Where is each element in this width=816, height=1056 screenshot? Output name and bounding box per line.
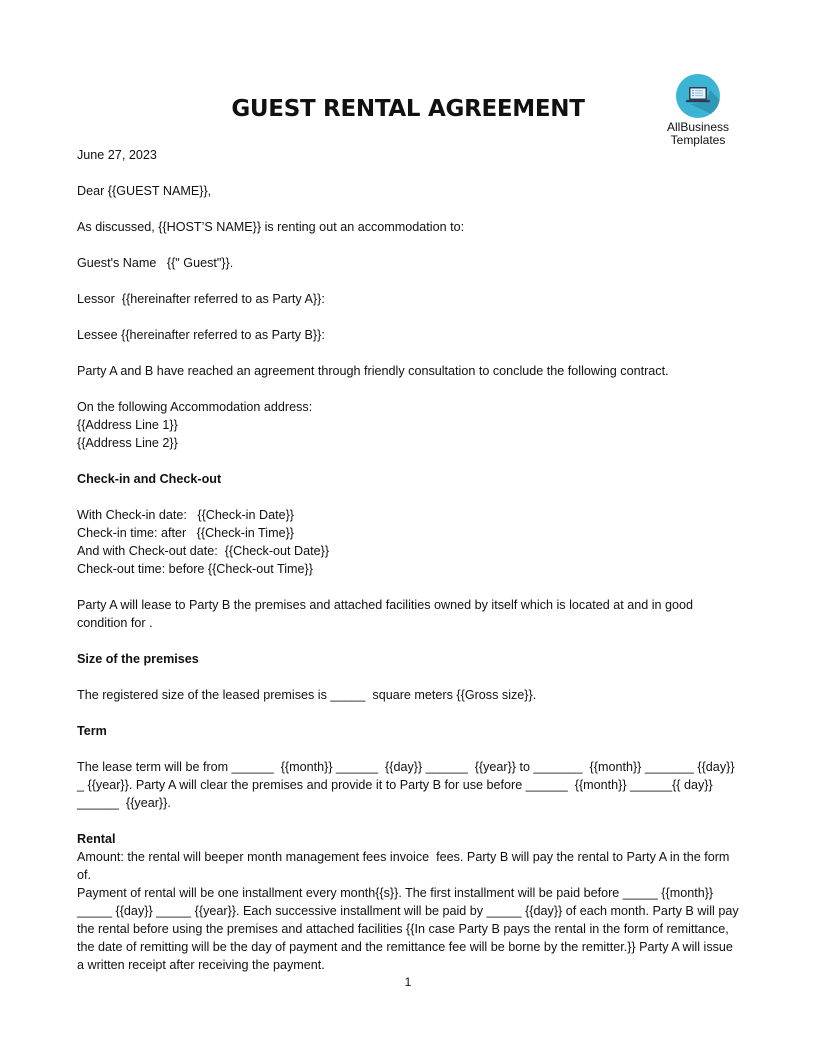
size-heading: Size of the premises — [77, 652, 199, 666]
term-paragraph: The lease term will be from ______ {{month}} ______ {{day}} ______ {{year}} to _______ {{month}} _______ {{day}} _ {{year}}. Party A will clear the premises and provide it to Party B for use before ______ {{month}} ______{{ day}} ______ {{year}}. — [77, 760, 739, 810]
term-heading: Term — [77, 724, 107, 738]
salutation: Dear {{GUEST NAME}}, — [77, 184, 212, 198]
address-line-2: {{Address Line 2}} — [77, 436, 178, 450]
lease-paragraph: Party A will lease to Party B the premises and attached facilities owned by itself which is located at and in good condition for . — [77, 598, 697, 630]
checkin-date-line: With Check-in date: {{Check-in Date}} — [77, 508, 295, 522]
agreement-text: Party A and B have reached an agreement through friendly consultation to conclude the following contract. — [77, 364, 669, 378]
document-title: GUEST RENTAL AGREEMENT — [231, 96, 585, 122]
logo-text-line1: AllBusiness — [666, 120, 730, 134]
address-line-1: {{Address Line 1}} — [77, 418, 178, 432]
guest-name-line: Guest's Name {{" Guest"}}. — [77, 256, 234, 270]
checkin-time-line: Check-in time: after {{Check-in Time}} — [77, 526, 294, 540]
checkout-time-line: Check-out time: before {{Check-out Time}} — [77, 562, 313, 576]
letter-date: June 27, 2023 — [77, 148, 157, 162]
address-label: On the following Accommodation address: — [77, 400, 313, 414]
document-body — [77, 146, 742, 974]
rental-payment-paragraph: Payment of rental will be one installment every month{{s}}. The first installment will be paid before _____ {{month}} _____ {{day}} _____ {{year}}. Each successive installment will be paid by _____ {{day}} of each month. Party B will pay the rental before using the premises and attached facilities {{In case Party B pays the rental in the form of remittance, the date of remitting will be the day of payment and the remittance fee will be borne by the remitter.}} Party A will issue a written receipt after receiving the payment. — [77, 886, 743, 972]
rental-heading: Rental — [77, 832, 116, 846]
laptop-icon — [676, 74, 720, 118]
rental-amount-paragraph: Amount: the rental will beeper month management fees invoice fees. Party B will pay the rental to Party A in the form of. — [77, 850, 733, 882]
company-logo — [654, 74, 742, 147]
lessee-line: Lessee {{hereinafter referred to as Party B}}: — [77, 328, 325, 342]
intro-text: As discussed, {{HOST’S NAME}} is renting out an accommodation to: — [77, 220, 465, 234]
page-number: 1 — [404, 975, 412, 989]
size-paragraph: The registered size of the leased premises is _____ square meters {{Gross size}}. — [77, 688, 537, 702]
lessor-line: Lessor {{hereinafter referred to as Party A}}: — [77, 292, 325, 306]
checkin-heading: Check-in and Check-out — [77, 472, 222, 486]
checkout-date-line: And with Check-out date: {{Check-out Date}} — [77, 544, 330, 558]
logo-text-line2: Templates — [670, 133, 726, 147]
